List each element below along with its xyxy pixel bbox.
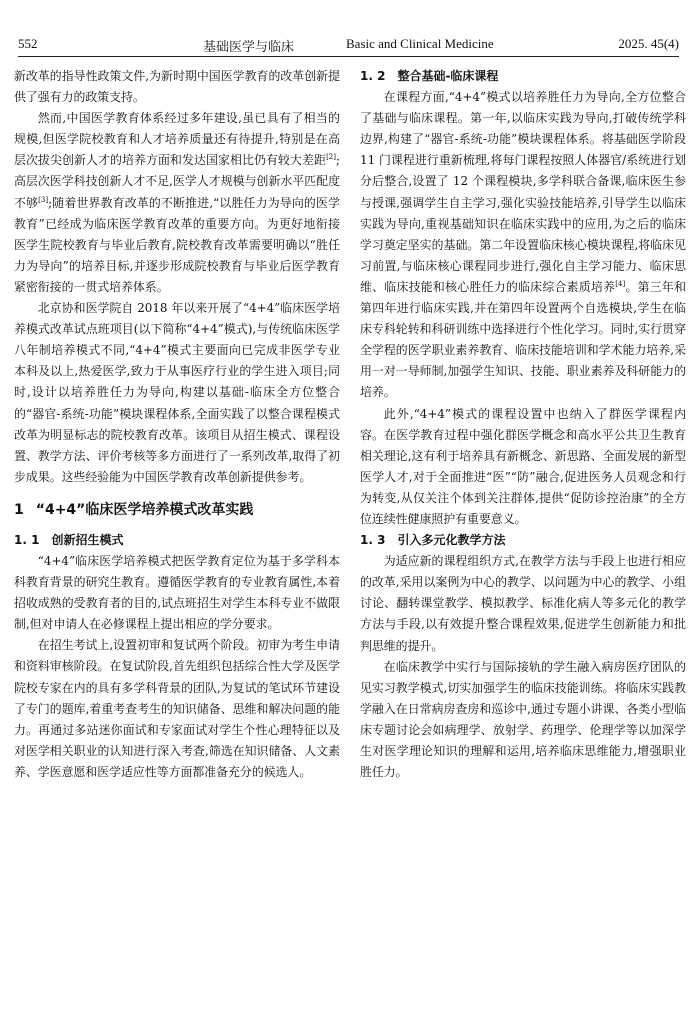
subsection-number: 1. 3 [360,533,386,548]
paragraph: “4+4”临床医学培养模式把医学教育定位为基于多学科本科教育背景的研究生教育。遵循医学教育的专业教育属性,本着招收成熟的受教育者的目的,试点班招生对学生本科专业不做限制,但对申请人在必修课程上提出相应的学分要求。 [14,553,340,632]
subsection-title: 引入多元化教学方法 [397,533,506,548]
paragraph: 在招生考试上,设置初审和复试两个阶段。初审为考生申请和资料审核阶段。在复试阶段,首先组织包括综合性大学及医学院校专家在内的具有多学科背景的团队,为复试的笔试环节建设了专门的题库,着重考查考生的知识储备、思维和解决问题的能力。再通过多站迷你面试和专家面试对学生个性心理特征以及对医学相关职业的认知进行深入考查,筛选在知识储备、人文素养、学医意愿和医学适应性等方面都准备充分的候选人。 [14,638,340,779]
section-title: “4+4”临床医学培养模式改革实践 [35,501,254,518]
subsection-heading [360,530,686,551]
paragraph: 为适应新的课程组织方式,在教学方法与手段上也进行相应的改革,采用以案例为中心的教学、以问题为中心的教学、小组讨论、翻转课堂教学、模拟教学、标准化病人等多元化的教学方法与手段,以有效提升整合课程效果,促进学生创新能力和批判思维的提升。 [360,554,686,653]
journal-title-en: Basic and Clinical Medicine [346,36,494,51]
journal-title-cn: 基础医学与临床 [203,39,295,54]
citation-ref[interactable]: [4] [615,279,626,288]
paragraph-text: ;高层次医学科技创新人才不足,医学人才规模与创新水平匹配度不够 [14,153,340,210]
citation-ref[interactable]: [3] [38,195,49,204]
subsection-title: 创新招生模式 [51,532,124,547]
paragraph: 新改革的指导性政策文件,为新时期中国医学教育的改革创新提供了强有力的政策支持。 [14,69,340,105]
paragraph: 此外,“4+4”模式的课程设置中也纳入了群医学课程内容。在医学教育过程中强化群医学概念和高水平公共卫生教育相关理论,这有利于培养具有新概念、新思路、全面发展的新型医学人才,对于全面推进“医”“防”融合,促进医务人员观念和行为转变,从仅关注个体到关注群体,提供“促防诊控治康”的全方位连续性健康照护有重要意义。 [360,406,686,526]
paragraph: 在临床教学中实行与国际接轨的学生融入病房医疗团队的见实习教学模式,切实加强学生的临床技能训练。将临床实践教学融入在日常病房查房和巡诊中,通过专题小讲课、各类小型临床专题讨论会如病理学、放射学、药理学、伦理学等以加深学生对医学理论知识的理解和运用,培养临床思维能力,增强职业胜任力。 [360,659,686,780]
running-header [18,34,679,57]
page-number: 552 [18,36,38,51]
citation-ref[interactable]: [2] [326,153,336,162]
subsection-number: 1. 2 [360,69,386,83]
paragraph [14,108,340,298]
journal-volume: 2025. 45(4) [618,36,679,51]
right-column [360,66,686,783]
paragraph: 北京协和医学院自 2018 年以来开展了“4+4”临床医学培养模式改革试点班项目(以下简称“4+4”模式),与传统临床医学八年制培养模式不同,“4+4”模式主要面向已完成非医学专业本科及以上,热爱医学,致力于从事医疗行业的学生进入项目;同时,设计以培养胜任力为导向,构建以基础-临床全方位整合的“器官-系统-功能”模块课程体系,全面实践了以整合课程模式改革为明显标志的院校教育改革。该项目从招生模式、课程设置、教学方法、评价考核等多方面进行了一系列改革,取得了初步成果。这些经验能为中国医学教育改革创新提供参考。 [14,301,340,484]
subsection-heading [360,66,686,87]
paragraph-text: 。第三年和第四年进行临床实践,并在第四年设置两个自选模块,学生在临床专科轮转和科研训练中选择进行个性化学习。同时,实行贯穿全学程的医学职业素养教育、临床技能培训和学术能力培养,采用一对一导师制,加强学生知识、技能、职业素养及科研能力的培养。 [360,279,686,400]
subsection-heading [14,530,340,551]
section-heading [14,496,340,524]
subsection-title: 整合基础-临床课程 [397,69,499,83]
left-column [14,66,340,783]
section-number: 1 [14,501,24,518]
paragraph [360,87,686,403]
paragraph-text: 然而,中国医学教育体系经过多年建设,虽已具有了相当的规模,但医学院校教育和人才培养质量还有待提升,特别是在高层次拔尖创新人才的培养方面和发达国家相比仍有较大差距 [14,111,340,168]
paragraph-text: ;随着世界教育改革的不断推进,“以胜任力为导向的医学教育”已经成为临床医学教育改革的重要方向。为更好地衔接医学生院校教育与毕业后教育,院校教育改革需要明确以“胜任力为导向”的培养目标,并逐步形成院校教育与毕业后医学教育紧密衔接的一贯式培养体系。 [14,195,340,294]
paragraph-text: 在课程方面,“4+4”模式以培养胜任力为导向,全方位整合了基础与临床课程。第一年,以临床实践为导向,打破传统学科边界,构建了“器官-系统-功能”模块课程体系。将基础医学阶段 11 门课程进行重新梳理,将每门课程按照人体器官/系统进行划分后整合,设置了 12 个课程模块,多学科联合备课,临床医生参与授课,强调学生自主学习,强化实验技能培养,引导学生以临床实践为导向,重视基础知识在临床实践中的应用,为之后的临床学习奠定坚实的基础。第二年设置临床核心模块课程,将临床见习前置,与临床核心课程同步进行,强化自主学习能力、临床思维、临床技能和核心胜任力的临床综合素质培养 [360,90,686,294]
subsection-number: 1. 1 [14,532,40,547]
